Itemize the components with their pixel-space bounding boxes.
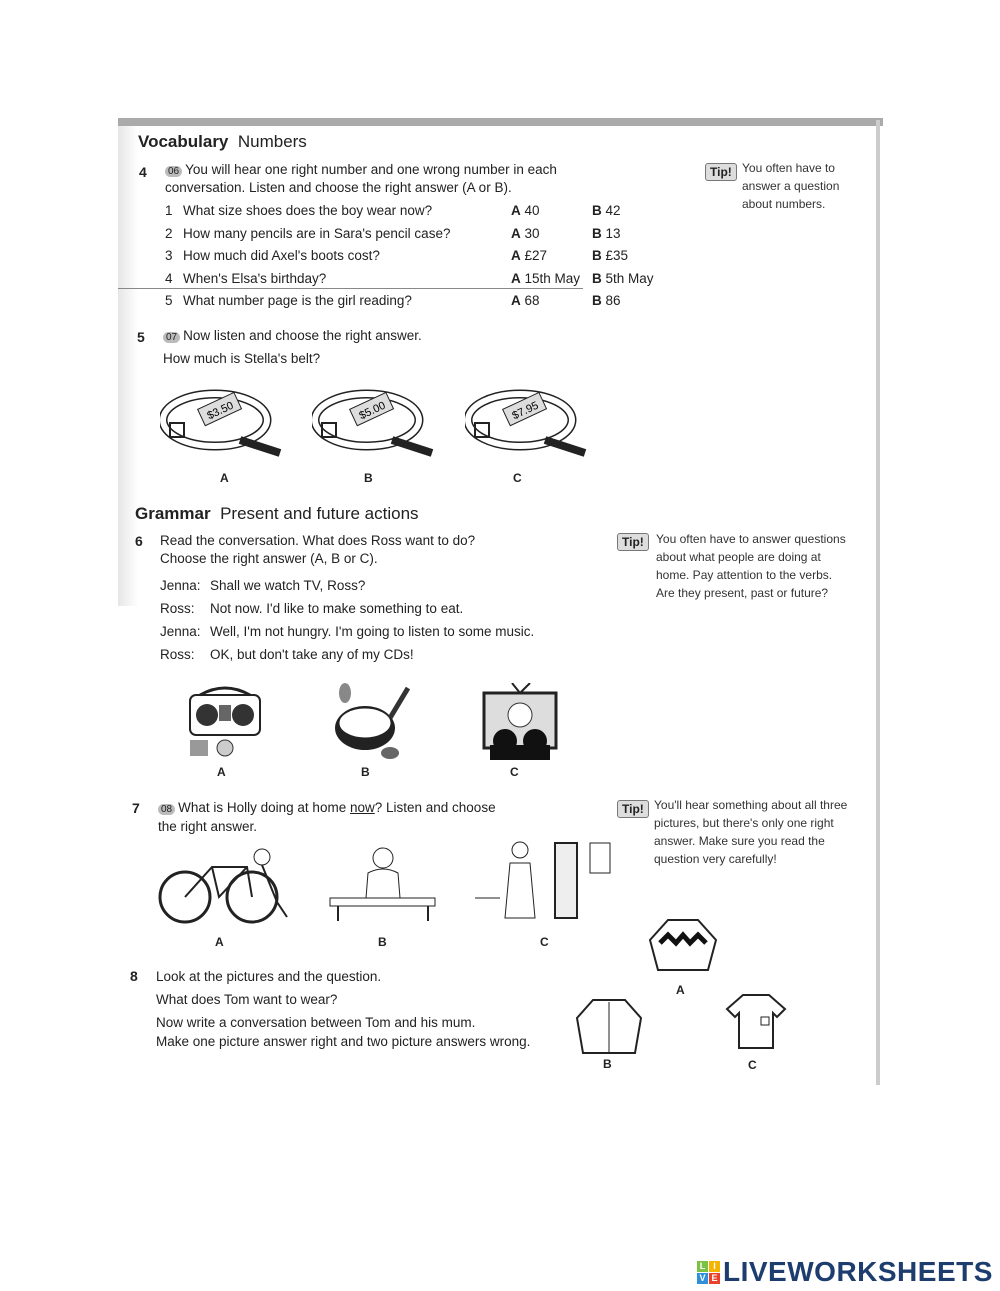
ex8-line4: Make one picture answer right and two picture answers wrong. [156, 1034, 531, 1049]
item-question: How many pencils are in Sara's pencil case? [183, 225, 451, 241]
belt-picture [160, 385, 285, 460]
item-question: How much did Axel's boots cost? [183, 248, 380, 264]
option-b-value: 5th May [605, 270, 654, 286]
ex7-line2: the right answer. [158, 819, 258, 834]
tip-line: Are they present, past or future? [656, 586, 829, 600]
tip-line: about numbers. [742, 197, 826, 211]
tip-badge: Tip! [705, 163, 737, 181]
ex8-question: What does Tom want to wear? [156, 992, 338, 1007]
dialogue-line: Well, I'm not hungry. I'm going to listen to some music. [210, 624, 535, 639]
logo-letter: V [697, 1273, 708, 1284]
tip-line: home. Pay attention to the verbs. [656, 568, 833, 582]
ex8-line3: Now write a conversation between Tom and his mum. [156, 1015, 476, 1030]
option-a: A 15th May [511, 270, 581, 286]
option-a-value: 15th May [524, 270, 581, 286]
ex7-text: What is Holly doing at home [178, 800, 350, 815]
ex7-text: ? Listen and choose [374, 800, 496, 815]
speaker: Jenna: [160, 624, 201, 639]
mirror-picture [475, 838, 615, 928]
picture-label: C [510, 765, 519, 779]
ex8-line1: Look at the pictures and the question. [156, 969, 382, 984]
price-tag: $5.00 [357, 399, 388, 423]
option-b-value: £35 [605, 248, 629, 264]
liveworksheets-logo [697, 1256, 993, 1288]
tv-picture [480, 683, 560, 763]
option-b-value: 42 [605, 203, 621, 218]
ex5-number: 5 [137, 329, 145, 345]
reading-picture [328, 843, 438, 923]
ex4-line2: conversation. Listen and choose the right answer (A or B). [165, 180, 512, 195]
option-a: A 30 [511, 225, 540, 241]
grammar-title: Grammar [135, 504, 211, 523]
sweater-picture [648, 915, 718, 977]
vocab-heading [138, 132, 307, 152]
ex4-line1: You will hear one right number and one wrong number in each [185, 162, 557, 177]
dialogue-line: Shall we watch TV, Ross? [210, 578, 366, 593]
option-a-value: 40 [524, 203, 540, 218]
option-b-value: 13 [605, 225, 621, 241]
right-border [876, 120, 880, 1085]
tip-badge: Tip! [617, 533, 649, 551]
shirt-picture [725, 993, 787, 1051]
logo-icon [697, 1261, 720, 1284]
cooking-picture [330, 683, 410, 763]
ex7-underlined: now [349, 800, 375, 815]
price-tag: $3.50 [205, 399, 236, 423]
tip-line: pictures, but there's only one right [654, 816, 834, 830]
radio-picture [185, 685, 265, 760]
picture-label: B [378, 935, 387, 949]
belt-label: C [513, 471, 522, 485]
ex8-number: 8 [130, 968, 138, 984]
item-question: What number page is the girl reading? [183, 293, 412, 309]
option-a-value: 68 [524, 293, 540, 309]
grammar-heading [135, 504, 419, 524]
option-b: B 86 [592, 293, 621, 309]
item-number: 1 [165, 203, 173, 218]
picture-label: A [217, 765, 226, 779]
belt-picture [312, 385, 437, 460]
option-a: A 40 [511, 203, 540, 218]
cd-icon: 07 [163, 332, 180, 343]
belt-label: A [220, 471, 229, 485]
underline [118, 288, 583, 289]
belt-label: B [364, 471, 373, 485]
label-c: C [748, 1058, 757, 1072]
picture-label: B [361, 765, 370, 779]
option-b-value: 86 [605, 293, 621, 309]
item-number: 5 [165, 293, 173, 309]
label-b: B [603, 1057, 612, 1071]
logo-text: LIVEWORKSHEETS [723, 1256, 993, 1287]
bicycle-picture [157, 842, 292, 927]
belt-picture [465, 385, 590, 460]
option-b: B £35 [592, 248, 629, 264]
ex6-number: 6 [135, 533, 143, 549]
speaker: Ross: [160, 647, 195, 662]
ex6-tip [656, 530, 846, 602]
jacket-picture [575, 998, 643, 1056]
ex6-line2: Choose the right answer (A, B or C). [160, 551, 378, 566]
option-b: B 5th May [592, 270, 654, 286]
tip-line: You often have to [742, 161, 835, 175]
tip-line: You often have to answer questions [656, 532, 846, 546]
tip-line: answer. Make sure you read the [654, 834, 825, 848]
ex4-tip [742, 159, 839, 213]
option-a-value: 30 [524, 225, 540, 241]
ex5-text: Now listen and choose the right answer. [183, 328, 422, 343]
logo-letter: I [709, 1261, 720, 1272]
item-number: 2 [165, 225, 173, 241]
speaker: Jenna: [160, 578, 201, 593]
tip-line: answer a question [742, 179, 840, 193]
picture-label: C [540, 935, 549, 949]
option-a: A 68 [511, 293, 540, 309]
ex7-instruction [158, 800, 496, 815]
logo-letter: L [697, 1261, 708, 1272]
grammar-subtitle: Present and future actions [220, 504, 419, 523]
price-tag: $7.95 [510, 399, 541, 423]
tip-line: question very carefully! [654, 852, 777, 866]
option-a: A £27 [511, 248, 548, 264]
label-a: A [676, 983, 685, 997]
speaker: Ross: [160, 601, 195, 616]
cd-icon: 08 [158, 804, 175, 815]
ex7-tip [654, 796, 847, 868]
logo-letter: E [709, 1273, 720, 1284]
option-b: B 13 [592, 225, 621, 241]
top-band [118, 118, 883, 126]
tip-line: You'll hear something about all three [654, 798, 848, 812]
option-b: B 42 [592, 203, 621, 218]
dialogue-line: Not now. I'd like to make something to eat. [210, 601, 464, 616]
picture-label: A [215, 935, 224, 949]
vocab-subtitle: Numbers [237, 132, 307, 151]
item-number: 4 [165, 270, 173, 286]
tip-line: about what people are doing at [656, 550, 821, 564]
item-question: What size shoes does the boy wear now? [183, 203, 433, 218]
ex7-number: 7 [132, 800, 140, 816]
vocab-title: Vocabulary [138, 132, 229, 151]
ex5-instruction [163, 328, 422, 343]
item-question: When's Elsa's birthday? [183, 270, 327, 286]
ex5-question: How much is Stella's belt? [163, 351, 321, 366]
ex6-line1: Read the conversation. What does Ross want to do? [160, 533, 476, 548]
item-number: 3 [165, 248, 173, 264]
option-a-value: £27 [524, 248, 548, 264]
cd-icon: 06 [165, 166, 182, 177]
dialogue-line: OK, but don't take any of my CDs! [210, 647, 414, 662]
ex4-number: 4 [139, 164, 147, 180]
tip-badge: Tip! [617, 800, 649, 818]
ex4-instruction [165, 162, 557, 177]
